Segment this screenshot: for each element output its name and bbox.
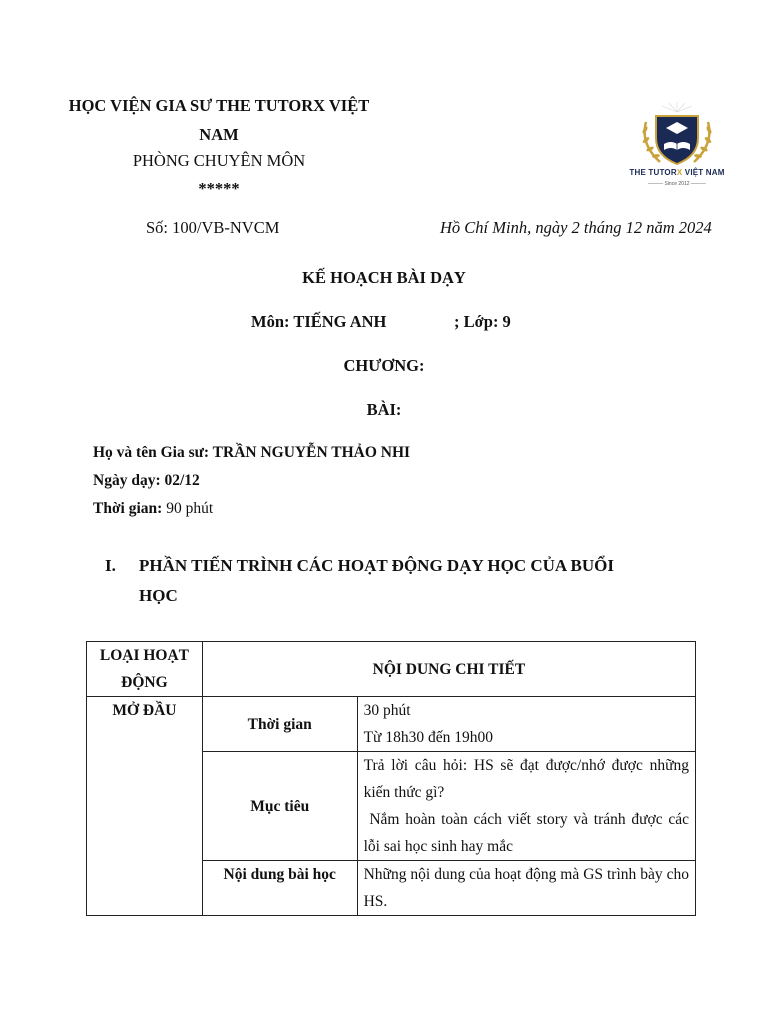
row-label: Thời gian [202, 697, 357, 752]
row-label: Nội dung bài học [202, 861, 357, 916]
section-title-line2: HỌC [139, 586, 178, 605]
tutorx-crest-icon [622, 100, 732, 168]
activity-type-header: LOẠI HOẠT ĐỘNG [87, 642, 203, 697]
content-line: Từ 18h30 đến 19h00 [363, 729, 493, 746]
section-title [139, 551, 699, 611]
document-title: KẾ HOẠCH BÀI DẠY [302, 268, 466, 287]
section-number: I. [105, 556, 116, 575]
tutorx-logo [622, 100, 732, 192]
lesson-plan-table [86, 641, 696, 916]
document-number: Số: 100/VB-NVCM [146, 218, 280, 237]
row-content [357, 861, 695, 916]
logo-since-text: Since 2012 [664, 181, 690, 187]
institute-name-line1: HỌC VIỆN GIA SƯ THE TUTORX VIỆT [68, 96, 370, 115]
header-stars: ***** [198, 179, 240, 198]
chapter-label: CHƯƠNG: [343, 356, 425, 375]
logo-text [622, 168, 732, 177]
institute-name [40, 91, 398, 149]
teaching-duration [93, 498, 213, 520]
content-line: Trả lời câu hỏi: HS sẽ đạt được/nhớ được những kiến thức gì? [363, 757, 689, 801]
content-line: Những nội dung của hoạt động mà GS trình bày cho HS. [363, 866, 689, 910]
duration-value: 90 phút [162, 500, 214, 517]
table-header-row [87, 642, 696, 697]
row-content [357, 697, 695, 752]
row-label: Mục tiêu [202, 752, 357, 861]
content-line: Nắm hoàn toàn cách viết story và tránh được các lỗi sai học sinh hay mắc [363, 811, 693, 855]
table-row [87, 697, 696, 752]
lesson-label: BÀI: [366, 400, 402, 419]
subject-label: Môn: TIẾNG ANH [251, 312, 387, 331]
logo-text-prefix: THE TUTOR [629, 168, 677, 177]
teaching-date: Ngày dạy: 02/12 [93, 472, 200, 489]
institute-name-line2: NAM [199, 125, 239, 144]
department-name: PHÒNG CHUYÊN MÔN [132, 151, 306, 170]
row-content [357, 752, 695, 861]
duration-label: Thời gian: [93, 500, 163, 517]
section-title-line1: PHẦN TIẾN TRÌNH CÁC HOẠT ĐỘNG DẠY HỌC CỦA BUỔI [139, 556, 614, 575]
logo-since: ——— Since 2012 ——— [648, 181, 706, 187]
class-label: ; Lớp: 9 [454, 312, 511, 331]
tutor-name: Họ và tên Gia sư: TRẦN NGUYỄN THẢO NHI [93, 444, 411, 461]
activity-type-cell: MỞ ĐẦU [87, 697, 203, 916]
detail-content-header: NỘI DUNG CHI TIẾT [202, 642, 695, 697]
logo-text-suffix: VIỆT NAM [682, 168, 725, 177]
place-date: Hồ Chí Minh, ngày 2 tháng 12 năm 2024 [440, 218, 712, 237]
logo-text-x: X [676, 168, 683, 177]
content-line: 30 phút [363, 702, 411, 719]
